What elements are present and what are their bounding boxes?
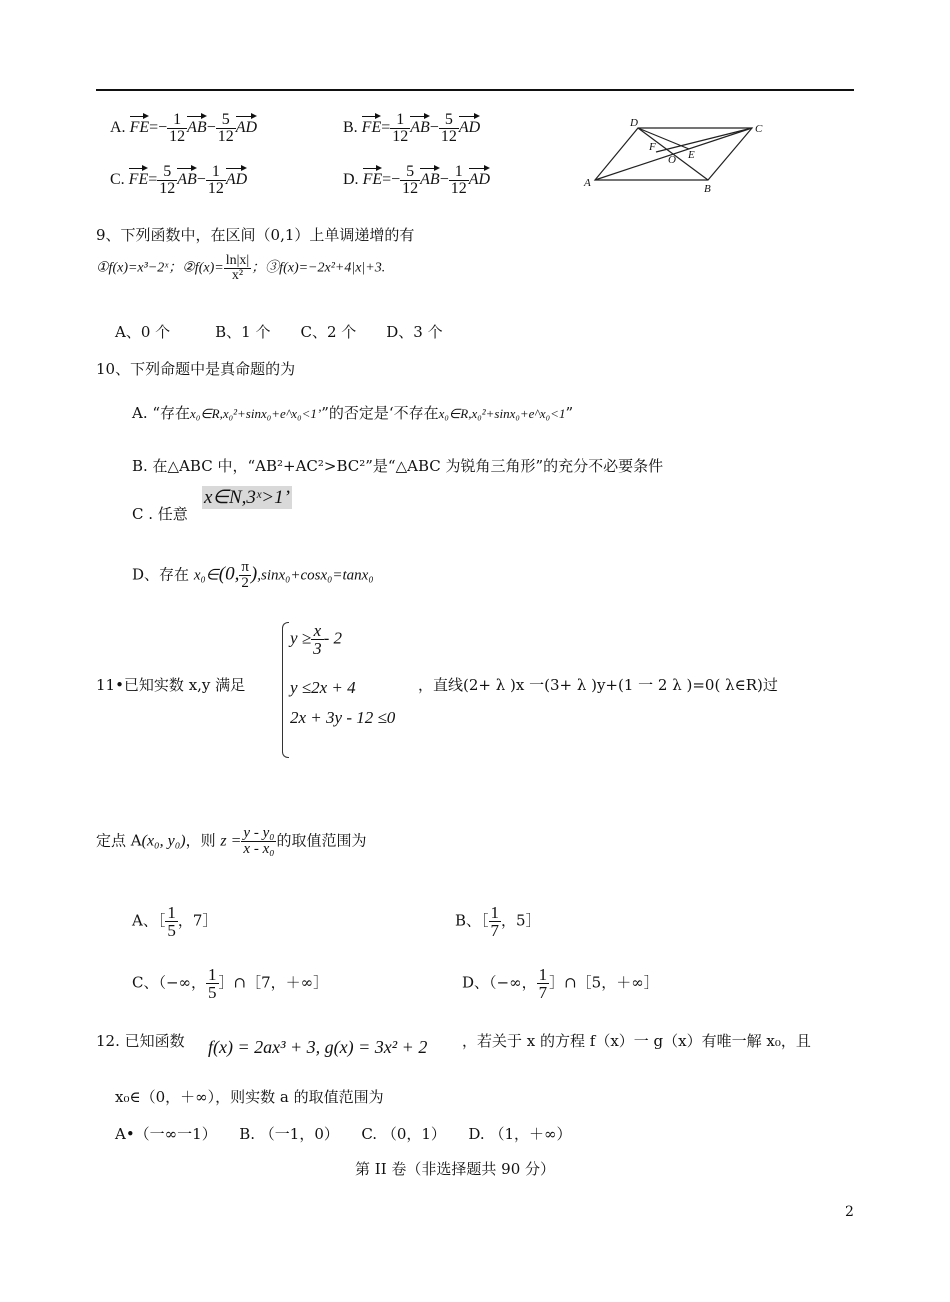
q8-option-a: A. FE=− $\frac{1}{12}$ AB− $\frac{5}{12}$ AD <box>110 111 258 145</box>
q10-stem: 10、下列命题中是真命题的为 <box>96 360 296 378</box>
q11-inequality-3: 2x + 3y - 12 ≤0 <box>290 708 396 727</box>
page-number: 2 <box>845 1204 854 1220</box>
q12-line2: x₀∈（0，＋∞），则实数 a 的取值范围为 <box>115 1088 384 1106</box>
q11-line-equation: ，直线(2+ λ )x 一(3+ λ )y+(1 一 2 λ )=0( λ∈R)过 <box>418 676 778 694</box>
q9-choices: A、0 个 B、1 个 C、2 个 D、3 个 <box>115 323 443 341</box>
label-o: O <box>668 154 676 166</box>
q8-option-b: B. FE= $\frac{1}{12}$ AB− $\frac{5}{12}$ AD <box>343 111 481 145</box>
label-a: A <box>584 177 591 189</box>
q11-option-a: A、［ $\frac{1}{5}$ ，7］ <box>132 903 218 940</box>
q12-condition: ，若关于 x 的方程 f（x）一 g（x）有唯一解 x₀，且 <box>462 1032 811 1050</box>
q11-option-b: B、［ $\frac{1}{7}$ ，5］ <box>455 903 541 940</box>
parallelogram-figure <box>580 112 770 198</box>
section-title: 第 II 卷（非选择题共 90 分） <box>355 1160 556 1178</box>
label-e: E <box>688 149 695 161</box>
label-b: B <box>704 183 711 195</box>
q11-stem: 11•已知实数 x,y 满足 <box>96 676 246 694</box>
system-brace <box>282 622 289 758</box>
q11-inequality-1: y ≥ $\frac{x}{3}$ - 2 <box>290 621 343 658</box>
segment-fc <box>656 128 752 152</box>
q11-option-c: C、（−∞， $\frac{1}{5}$ ］∩［7，＋∞］ <box>132 965 329 1002</box>
q12-stem: 12. 已知函数 <box>96 1032 185 1050</box>
q11-fixed-point: 定点 A(x₀, y₀)，则 z = $\frac{\text{y - y₀}}{\text{x - x₀}}$ 的取值范围为 <box>96 825 367 857</box>
q10-option-b: B. 在△ABC 中，“AB²+AC²>BC²”是“△ABC 为锐角三角形”的充分不必要条件 <box>132 457 664 475</box>
q10-option-c-formula: x∈N,3ˣ>1’ <box>204 487 290 508</box>
q11-inequality-2: y ≤2x + 4 <box>290 678 356 697</box>
q10-option-c: C . 任意 <box>132 505 188 523</box>
label-d: D <box>630 117 638 129</box>
q10-option-d: D、存在 x₀∈(0, $\frac{\pi}{2}$ ),sinx₀+cosx₀=tanx₀ <box>132 559 374 591</box>
q9-functions: ①f(x)=x³−2ˣ；②f(x)= $\frac{\ln|x|}{\text{x²}}$ ；③f(x)=−2x²+4|x|+3. <box>96 253 386 283</box>
q8-option-c: C. FE= $\frac{5}{12}$ AB− $\frac{1}{12}$ AD <box>110 163 248 197</box>
label-f: F <box>649 141 656 153</box>
q12-formula: f(x) = 2ax³ + 3, g(x) = 3x² + 2 <box>208 1037 428 1057</box>
q12-choices: A•（一∞一1） B. （一1，0） C. （0，1） D. （1，＋∞） <box>115 1125 572 1143</box>
q11-option-d: D、（−∞， $\frac{1}{7}$ ］∩［5，＋∞］ <box>462 965 659 1002</box>
q8-option-d: D. FE=− $\frac{5}{12}$ AB− $\frac{1}{12}$ AD <box>343 163 491 197</box>
label-c: C <box>755 123 763 135</box>
top-rule <box>96 89 854 91</box>
q10-option-a: A. “存在x₀∈R,x₀²+sinx₀+e^x₀<1’”的否定是‘不存在x₀∈R,x₀²+sinx₀+e^x₀<1” <box>132 404 574 422</box>
q9-stem: 9、下列函数中，在区间（0,1）上单调递增的有 <box>96 226 415 244</box>
